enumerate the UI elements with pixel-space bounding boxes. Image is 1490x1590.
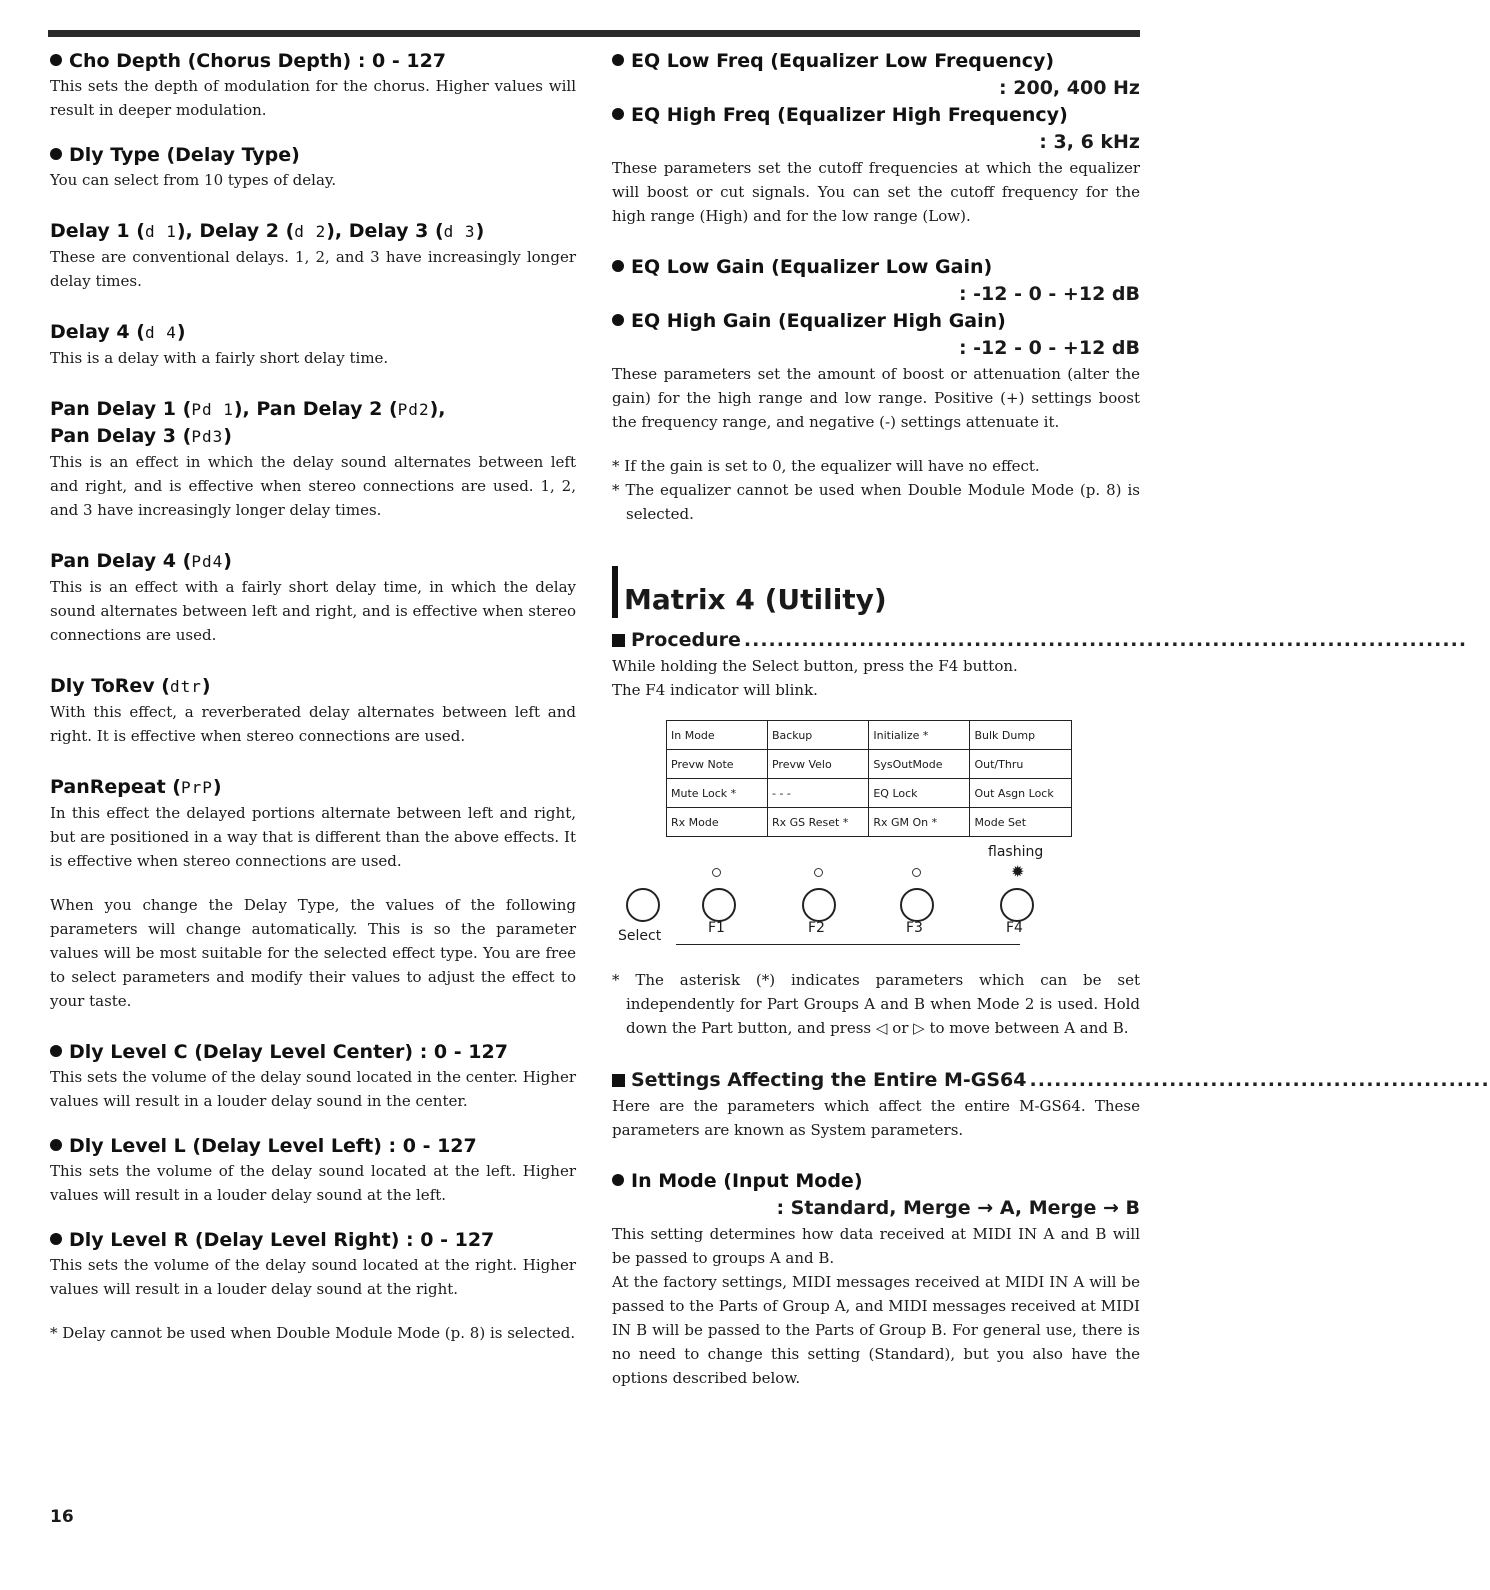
- heading-eq-high-gain: EQ High Gain (Equalizer High Gain): [612, 308, 1140, 334]
- settings-body: Here are the parameters which affect the entire M-GS64. These parameters are known as System parameters.: [612, 1097, 1140, 1139]
- matrix-cell: EQ Lock: [869, 779, 970, 808]
- f2-label: F2: [808, 920, 825, 936]
- body-dly-level-r: This sets the volume of the delay sound located at the right. Higher values will result in a louder delay sound at the right.: [50, 1256, 576, 1298]
- range-eq-high-freq: : 3, 6 kHz: [1039, 131, 1140, 153]
- range-in-mode: : Standard, Merge → A, Merge → B: [776, 1197, 1140, 1219]
- bullet-icon: [50, 1045, 62, 1057]
- body-dly-type: You can select from 10 types of delay.: [50, 171, 337, 189]
- heading-dly-level-r: Dly Level R (Delay Level Right) : 0 - 127: [50, 1227, 576, 1253]
- procedure-heading: Procedure ........................................................................................: [612, 626, 1140, 654]
- matrix-cell: Rx Mode: [667, 808, 768, 837]
- section-bar-icon: [612, 566, 618, 618]
- bullet-icon: [612, 1174, 624, 1186]
- procedure-line-1: While holding the Select button, press the F4 button.: [612, 657, 1018, 675]
- heading-dly-type: Dly Type (Delay Type): [50, 142, 576, 168]
- body-delay-123: These are conventional delays. 1, 2, and 3 have increasingly longer delay times.: [50, 248, 576, 290]
- square-bullet-icon: [612, 1074, 625, 1087]
- f1-label: F1: [708, 920, 725, 936]
- delay-type-change-note: When you change the Delay Type, the values of the following parameters will change automatically. This is so the parameter values will be most suitable for the selected effect type. You are free to select parameters and modify their values to adjust the effect to your taste.: [50, 896, 576, 1010]
- asterisk-note: * The asterisk (*) indicates parameters which can be set independently for Part Groups A and B when Mode 2 is used. Hold down the Part button, and press ◁ or ▷ to move between A and B.: [612, 971, 1140, 1037]
- heading-pan-delay-123: Pan Delay 1 (Pd 1), Pan Delay 2 (Pd2), Pan Delay 3 (Pd3): [50, 398, 446, 447]
- bullet-icon: [50, 1233, 62, 1245]
- matrix-cell: - - -: [767, 779, 868, 808]
- f2-button[interactable]: [802, 888, 836, 922]
- range-eq-high-gain: : -12 - 0 - +12 dB: [958, 337, 1140, 359]
- heading-in-mode: In Mode (Input Mode): [612, 1168, 1140, 1194]
- matrix-row: [667, 779, 1072, 808]
- matrix-cell: Mode Set: [970, 808, 1072, 837]
- f3-label: F3: [906, 920, 923, 936]
- matrix-cell: Bulk Dump: [970, 721, 1072, 750]
- bullet-icon: [612, 108, 624, 120]
- body-delay-4: This is a delay with a fairly short delay time.: [50, 349, 389, 367]
- matrix-cell: Prevw Velo: [767, 750, 868, 779]
- settings-heading: Settings Affecting the Entire M-GS64 ........................................................: [612, 1066, 1140, 1094]
- matrix-cell: Out Asgn Lock: [970, 779, 1072, 808]
- eq-note-1: * If the gain is set to 0, the equalizer will have no effect.: [612, 457, 1040, 475]
- matrix-row: [667, 721, 1072, 750]
- bullet-icon: [612, 54, 624, 66]
- heading-eq-high-freq: EQ High Freq (Equalizer High Frequency): [612, 102, 1140, 128]
- bullet-icon: [50, 54, 62, 66]
- heading-panrepeat: PanRepeat (PrP): [50, 776, 222, 798]
- heading-delay-4: Delay 4 (d 4): [50, 321, 186, 343]
- delay-footnote: * Delay cannot be used when Double Module Mode (p. 8) is selected.: [50, 1324, 576, 1342]
- select-label: Select: [618, 928, 662, 944]
- flashing-label: flashing: [988, 844, 1044, 860]
- body-dly-torev: With this effect, a reverberated delay alternates between left and right. It is effective when stereo connections are used.: [50, 703, 576, 745]
- top-rule: [48, 30, 1140, 37]
- square-bullet-icon: [612, 634, 625, 647]
- f4-button[interactable]: [1000, 888, 1034, 922]
- in-mode-body-2: At the factory settings, MIDI messages received at MIDI IN A will be passed to the Parts of Group A, and MIDI messages received at MIDI IN B will be passed to the Parts of Group B. For general use, there is no need to change this setting (Standard), but you also have the options described below.: [612, 1273, 1140, 1387]
- matrix-cell: SysOutMode: [869, 750, 970, 779]
- eq-note-2: * The equalizer cannot be used when Double Module Mode (p. 8) is selected.: [612, 481, 1140, 523]
- body-panrepeat: In this effect the delayed portions alternate between left and right, but are positioned in a way that is different than the above effects. It is effective when stereo connections are used.: [50, 804, 576, 870]
- body-dly-level-l: This sets the volume of the delay sound located at the left. Higher values will result in a louder delay sound at the left.: [50, 1162, 576, 1204]
- matrix-diagram: [618, 720, 1072, 952]
- heading-delay-123: Delay 1 (d 1), Delay 2 (d 2), Delay 3 (d 3): [50, 220, 485, 242]
- left-column: [50, 48, 576, 1345]
- body-pan-delay-123: This is an effect in which the delay sound alternates between left and right, and is effective when stereo connections are used. 1, 2, and 3 have increasingly longer delay times.: [50, 453, 576, 519]
- body-dly-level-c: This sets the volume of the delay sound located in the center. Higher values will result in a louder delay sound in the center.: [50, 1068, 576, 1110]
- matrix-cell: Backup: [767, 721, 868, 750]
- matrix-cell: Prevw Note: [667, 750, 768, 779]
- page-number: 16: [50, 1507, 74, 1527]
- range-eq-low-freq: : 200, 400 Hz: [999, 77, 1140, 99]
- body-eq-freq: These parameters set the cutoff frequencies at which the equalizer will boost or cut signals. You can set the cutoff frequency for the high range (High) and for the low range (Low).: [612, 159, 1140, 225]
- heading-pan-delay-4: Pan Delay 4 (Pd4): [50, 550, 232, 572]
- matrix-row: [667, 808, 1072, 837]
- heading-eq-low-freq: EQ Low Freq (Equalizer Low Frequency): [612, 48, 1140, 74]
- bullet-icon: [50, 148, 62, 160]
- procedure-line-2: The F4 indicator will blink.: [612, 681, 818, 699]
- matrix-row: [667, 750, 1072, 779]
- bullet-icon: [612, 260, 624, 272]
- bullet-icon: [50, 1139, 62, 1151]
- in-mode-body-1: This setting determines how data received at MIDI IN A and B will be passed to groups A and B.: [612, 1225, 1140, 1267]
- body-eq-gain: These parameters set the amount of boost or attenuation (alter the gain) for the high range and low range. Positive (+) settings boost the frequency range, and negative (-) settings attenuate it.: [612, 365, 1140, 431]
- heading-cho-depth: Cho Depth (Chorus Depth) : 0 - 127: [50, 48, 576, 74]
- f4-flashing-indicator-icon: ✹: [1011, 862, 1025, 881]
- section-title: Matrix 4 (Utility): [612, 566, 1140, 618]
- matrix-cell: Rx GM On *: [869, 808, 970, 837]
- matrix-cell: Initialize *: [869, 721, 970, 750]
- range-eq-low-gain: : -12 - 0 - +12 dB: [958, 283, 1140, 305]
- matrix-cell: Rx GS Reset *: [767, 808, 868, 837]
- button-baseline: [676, 944, 1020, 945]
- heading-eq-low-gain: EQ Low Gain (Equalizer Low Gain): [612, 254, 1140, 280]
- body-cho-depth: This sets the depth of modulation for the chorus. Higher values will result in deeper modulation.: [50, 77, 576, 119]
- f2-indicator: [814, 868, 823, 877]
- matrix-cell: Mute Lock *: [667, 779, 768, 808]
- select-button[interactable]: [626, 888, 660, 922]
- bullet-icon: [612, 314, 624, 326]
- heading-dly-level-c: Dly Level C (Delay Level Center) : 0 - 127: [50, 1039, 576, 1065]
- body-pan-delay-4: This is an effect with a fairly short delay time, in which the delay sound alternates between left and right, and is effective when stereo connections are used.: [50, 578, 576, 644]
- heading-dly-torev: Dly ToRev (dtr): [50, 675, 211, 697]
- f3-button[interactable]: [900, 888, 934, 922]
- f3-indicator: [912, 868, 921, 877]
- f1-indicator: [712, 868, 721, 877]
- heading-dly-level-l: Dly Level L (Delay Level Left) : 0 - 127: [50, 1133, 576, 1159]
- f1-button[interactable]: [702, 888, 736, 922]
- matrix-cell: In Mode: [667, 721, 768, 750]
- f4-label: F4: [1006, 920, 1023, 936]
- matrix-table: [666, 720, 1072, 837]
- matrix-cell: Out/Thru: [970, 750, 1072, 779]
- right-column: [612, 48, 1490, 1390]
